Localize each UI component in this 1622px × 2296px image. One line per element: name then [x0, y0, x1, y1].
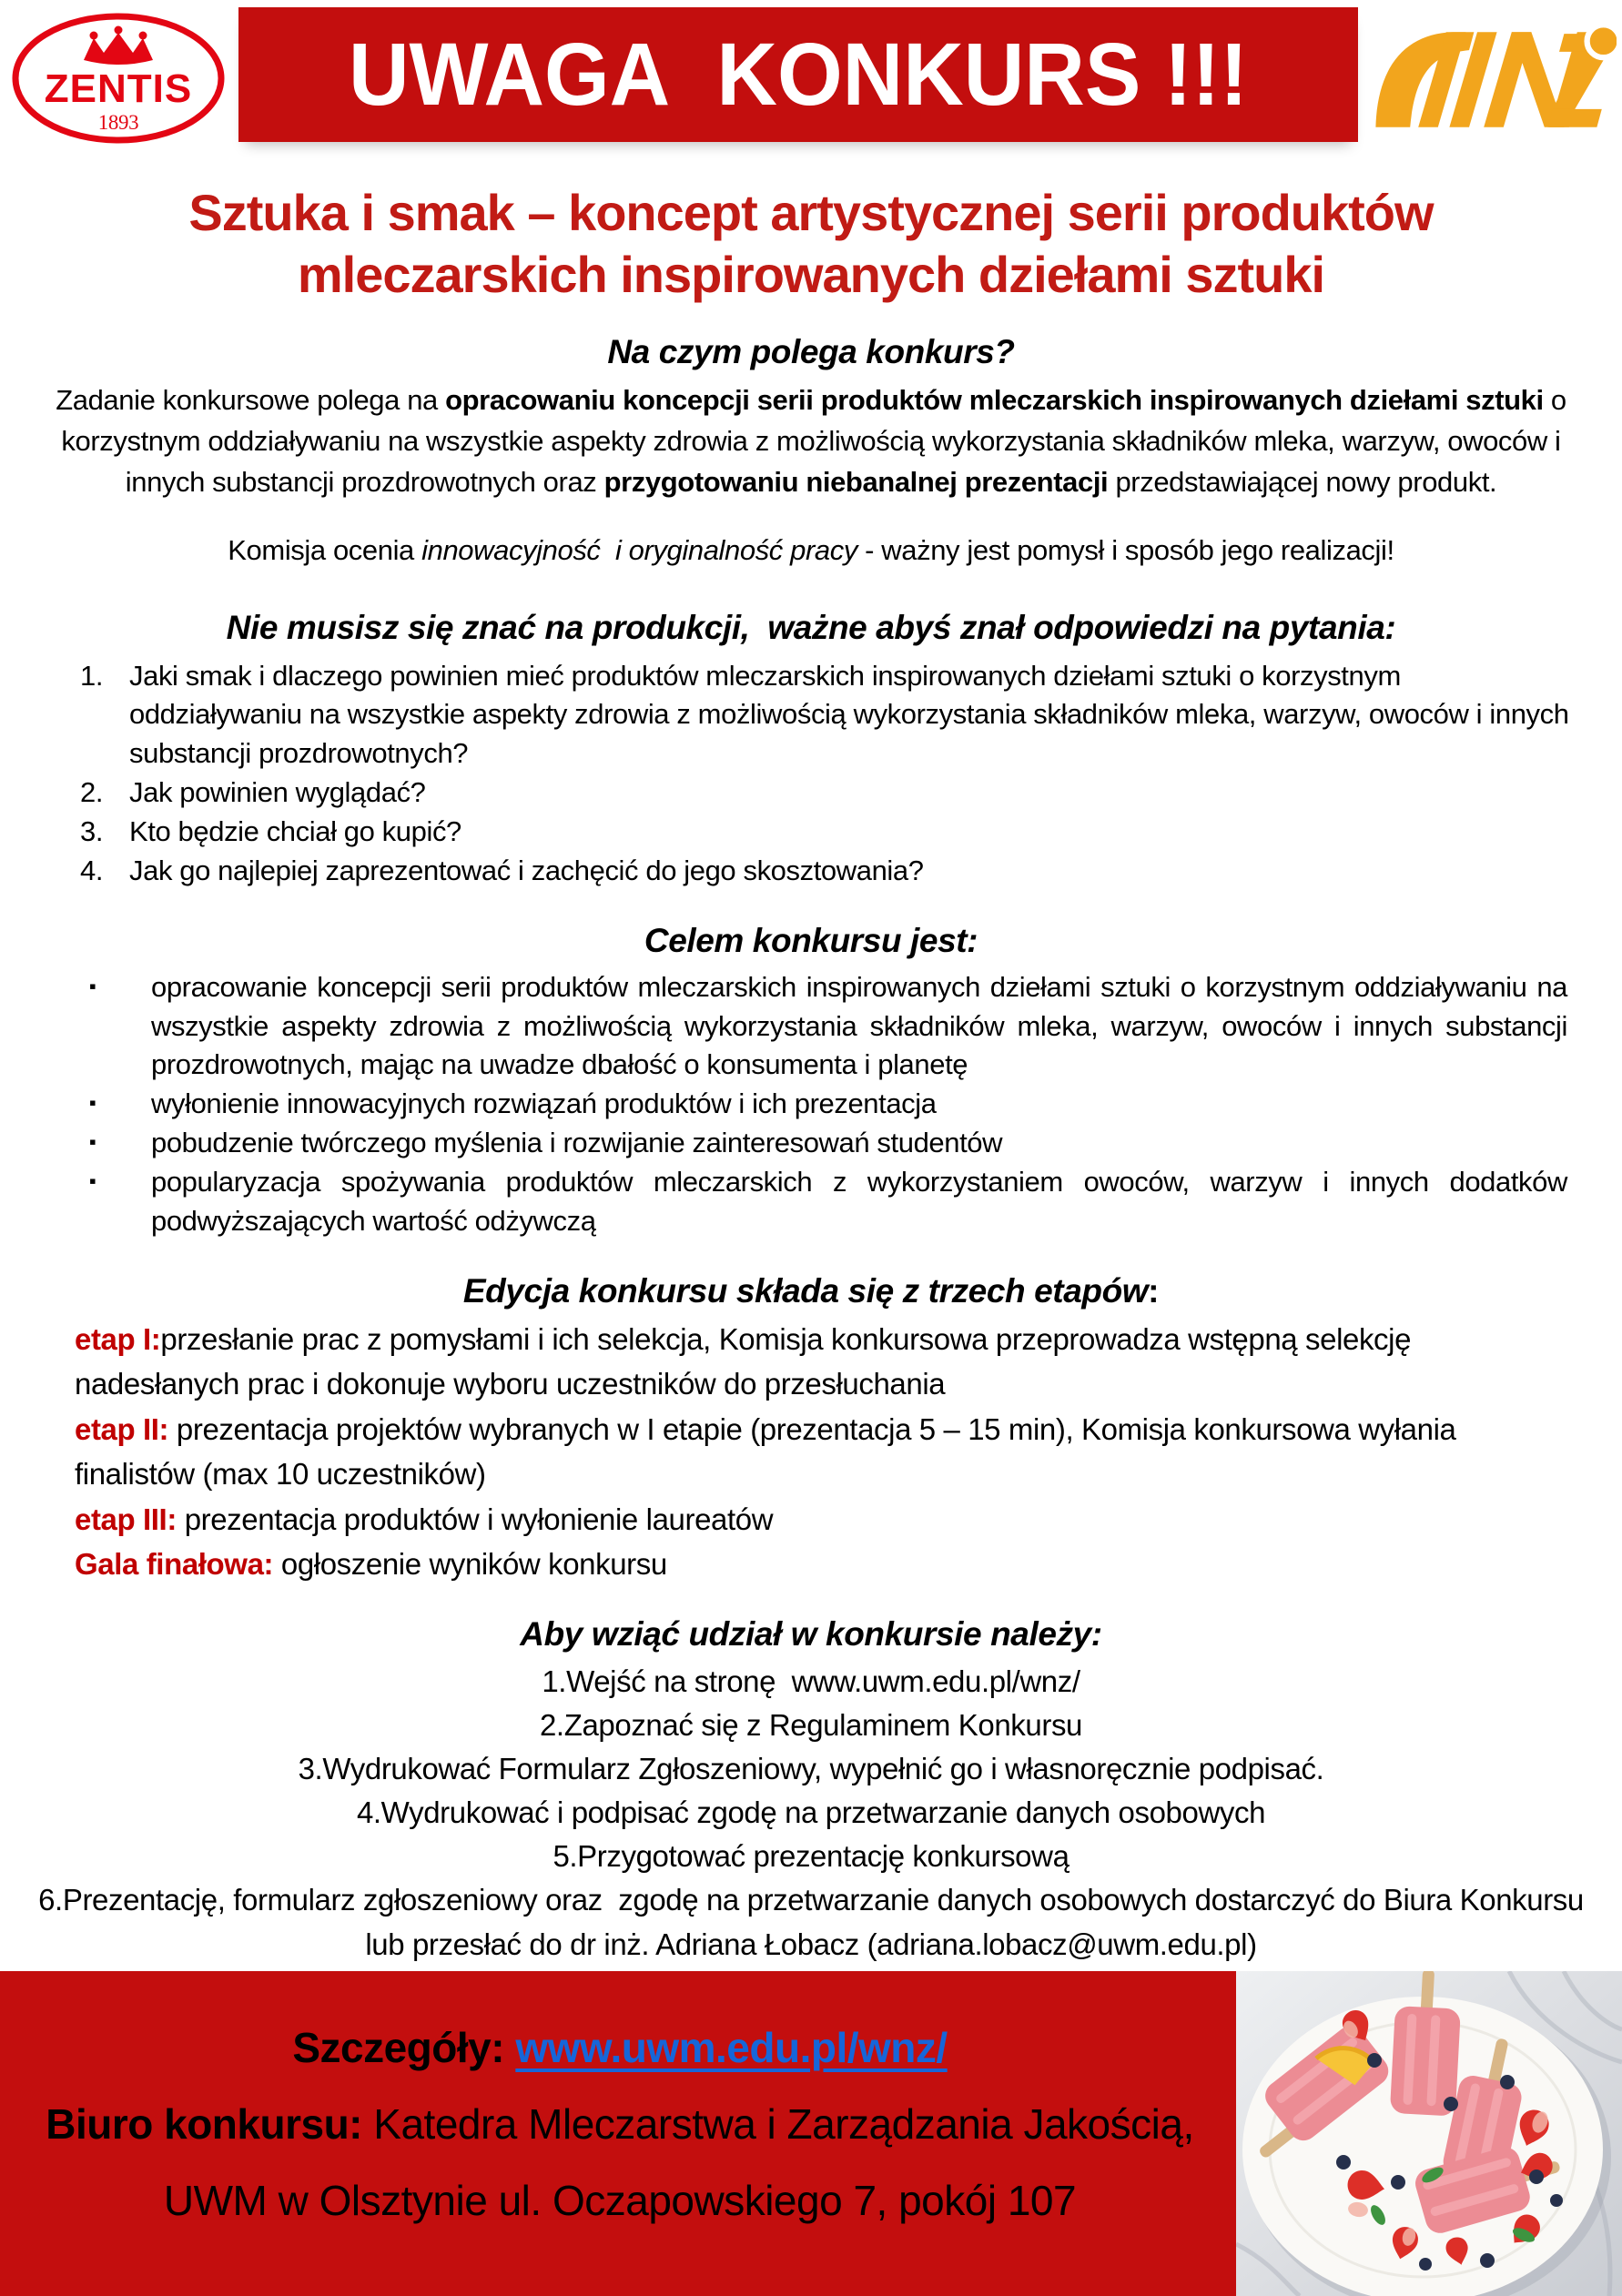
- stage-label: etap II:: [75, 1411, 169, 1446]
- wnz-dot: [1587, 25, 1617, 57]
- stages-list: [0, 1317, 1622, 1587]
- office-text: Katedra Mleczarstwa i Zarządzania Jakością, UWM w Olsztynie ul. Oczapowskiego 7, pokój 107: [163, 2100, 1194, 2225]
- question-number: 1.: [80, 659, 104, 692]
- banner-title: UWAGA KONKURS !!!: [349, 25, 1248, 124]
- stage-label: etap III:: [75, 1502, 177, 1536]
- header: [0, 0, 1622, 147]
- content: [0, 147, 1622, 1967]
- question-item: [0, 813, 1622, 852]
- popsicles-photo: [1236, 1971, 1622, 2296]
- stage-label: etap I:: [75, 1321, 161, 1356]
- goal-text: wyłonienie innowacyjnych rozwiązań produktów i ich prezentacja: [151, 1087, 937, 1120]
- goal-item: [0, 1124, 1622, 1163]
- poster-title: [27, 182, 1595, 307]
- poster-title-line1: Sztuka i smak – koncept artystycznej serii produktów: [188, 184, 1434, 241]
- question-item: [0, 774, 1622, 813]
- stage-text: ogłoszenie wyników konkursu: [273, 1547, 667, 1582]
- intro-paragraph: [47, 380, 1575, 503]
- stage-item: [0, 1542, 1622, 1587]
- stage-text: prezentacja produktów i wyłonienie laureatów: [176, 1502, 774, 1536]
- participation-step: 4.Wydrukować i podpisać zgodę na przetwarzanie danych osobowych: [356, 1795, 1266, 1830]
- stages-heading-text: Edycja konkursu składa się z trzech etapów: [462, 1272, 1149, 1310]
- goal-text: pobudzenie twórczego myślenia i rozwijanie zainteresowań studentów: [151, 1127, 1003, 1158]
- footer-banner: [0, 1971, 1622, 2296]
- square-bullet-icon: ▪: [89, 974, 96, 997]
- stage-text: prezentacja projektów wybranych w I etapie (prezentacja 5 – 15 min), Komisja konkursowa wyłania finalistów (max 10 uczestników): [75, 1411, 1456, 1492]
- poster-title-line2: mleczarskich inspirowanych dziełami sztuki: [297, 246, 1325, 304]
- goal-item: [0, 1085, 1622, 1124]
- square-bullet-icon: ▪: [89, 1091, 96, 1115]
- header-banner: [238, 7, 1358, 142]
- stage-text: przesłanie prac z pomysłami i ich selekcja, Komisja konkursowa przeprowadza wstępną selekcję nadesłanych prac i dokonuje wyboru uczestników do przesłuchania: [75, 1321, 1412, 1401]
- square-bullet-icon: ▪: [89, 1130, 96, 1153]
- participation-step: 1.Wejść na stronę www.uwm.edu.pl/wnz/: [542, 1664, 1080, 1698]
- question-text: Jak go najlepiej zaprezentować i zachęcić do jego skosztowania?: [129, 854, 924, 886]
- intro-heading: Na czym polega konkurs?: [607, 332, 1015, 370]
- goal-item: [0, 1163, 1622, 1241]
- goal-text: opracowanie koncepcji serii produktów mleczarskich inspirowanych dziełami sztuki o korzystnym oddziaływaniu na wszystkie aspekty zdrowia z możliwością wykorzystania składników mleka, warzyw, owoców i innych substancji prozdrowotnych, mając na uwadze dbałość o konsumenta i planetę: [151, 970, 1567, 1081]
- jury-note: [47, 531, 1575, 571]
- questions-heading: Nie musisz się znać na produkcji, ważne abyś znał odpowiedzi na pytania:: [226, 609, 1396, 647]
- stage-item: [0, 1407, 1622, 1497]
- question-text: Kto będzie chciał go kupić?: [129, 814, 461, 847]
- question-number: 2.: [80, 775, 104, 808]
- question-item: [0, 657, 1622, 774]
- intro-seg: o korzystnym oddziaływaniu na wszystkie aspekty zdrowia z możliwością wykorzystania składników mleka, warzyw, owoców i innych substancji prozdrowotnych oraz: [61, 384, 1566, 499]
- participation-step: 3.Wydrukować Formularz Zgłoszeniowy, wypełnić go i własnoręcznie podpisać.: [298, 1751, 1324, 1785]
- wnz-logo-icon: [1371, 13, 1617, 138]
- participation-step: 2.Zapoznać się z Regulaminem Konkursu: [539, 1707, 1082, 1742]
- goal-text: popularyzacja spożywania produktów mleczarskich z wykorzystaniem owoców, warzyw i innych dodatków podwyższających wartość odżywczą: [151, 1165, 1567, 1237]
- question-text: Jak powinien wyglądać?: [129, 775, 426, 808]
- details-label: Szczegóły:: [292, 2024, 516, 2071]
- question-number: 4.: [80, 854, 104, 886]
- details-link[interactable]: www.uwm.edu.pl/wnz/: [515, 2024, 948, 2071]
- participation-steps: [0, 1660, 1622, 1967]
- participation-step: 6.Prezentację, formularz zgłoszeniowy oraz zgodę na przetwarzanie danych osobowych dostarczyć do Biura Konkursu lub przesłać do dr inż. Adriana Łobacz (adriana.lobacz@uwm.edu.pl): [38, 1883, 1584, 1961]
- stage-item: [0, 1317, 1622, 1407]
- stages-heading: [36, 1271, 1586, 1311]
- zentis-logo: [7, 9, 229, 144]
- intro-seg-bold: przygotowaniu niebanalnej prezentacji: [603, 466, 1109, 499]
- office-label: Biuro konkursu:: [46, 2100, 374, 2149]
- zentis-wordmark: ZENTIS: [44, 66, 193, 111]
- participation-step: 5.Przygotować prezentację konkursową: [552, 1839, 1070, 1874]
- intro-seg-bold: opracowaniu koncepcji serii produktów mleczarskich inspirowanych dziełami sztuki: [445, 384, 1544, 417]
- participation-heading: Aby wziąć udział w konkursie należy:: [520, 1614, 1102, 1653]
- goal-item: [0, 968, 1622, 1085]
- stages-heading-colon: :: [1148, 1272, 1160, 1310]
- stage-label: Gala finałowa:: [75, 1547, 274, 1582]
- jury-seg: Komisja ocenia: [228, 534, 422, 567]
- goals-heading: Celem konkursu jest:: [644, 922, 978, 960]
- jury-seg-italic: innowacyjność i oryginalność pracy: [421, 534, 857, 567]
- crown-icon: [84, 26, 153, 66]
- stage-item: [0, 1497, 1622, 1542]
- questions-list: [0, 657, 1622, 891]
- zentis-year: 1893: [97, 111, 139, 134]
- goals-list: [0, 968, 1622, 1240]
- footer-text: [33, 2009, 1207, 2240]
- question-text: Jaki smak i dlaczego powinien mieć produktów mleczarskich inspirowanych dziełami sztuki o korzystnym oddziaływaniu na wszystkie aspekty zdrowia z możliwością wykorzystania składników mleka, warzyw, owoców i innych substancji prozdrowotnych?: [129, 659, 1569, 770]
- question-item: [0, 852, 1622, 891]
- jury-seg: - ważny jest pomysł i sposób jego realizacji!: [857, 534, 1394, 567]
- question-number: 3.: [80, 814, 104, 847]
- intro-seg: przedstawiającej nowy produkt.: [1108, 466, 1497, 499]
- intro-seg: Zadanie konkursowe polega na: [56, 384, 446, 417]
- square-bullet-icon: ▪: [89, 1168, 96, 1192]
